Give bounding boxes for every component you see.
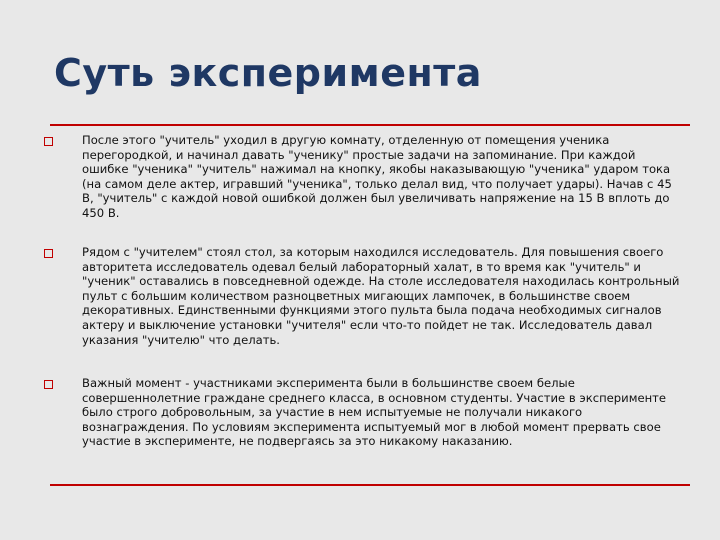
- bullet-text: Важный момент - участниками эксперимента были в большинстве своем белые совершеннолетние граждане среднего класса, в основном студенты. Участие в эксперименте было строго добровольным, за участие в нем испытуемые не получали никакого вознаграждения. По условиям эксперимента испытуемый мог в любой момент прервать свое участие в эксперименте, не подвергаясь за это никакому наказанию.: [82, 376, 667, 449]
- slide-title: Суть эксперимента: [54, 51, 482, 95]
- bullet-text: Рядом с "учителем" стоял стол, за которым находился исследователь. Для повышения своего авторитета исследователь одевал белый лабораторный халат, в то время как "учитель" и "ученик" оставались в повседневной одежде. На столе исследователя находилась контрольный пульт с большим количеством разноцветных мигающих лампочек, в большинстве своем декоративных. Единственными функциями этого пульта была подача необходимых сигналов актеру и выключение установки "учителя" если что-то пойдет не так. Исследователь давал указания "учителю" что делать.: [82, 245, 680, 347]
- hollow-square-icon: [44, 380, 53, 389]
- footer-divider-line: [50, 484, 690, 486]
- hollow-square-icon: [44, 137, 53, 146]
- bullet-text: После этого "учитель" уходил в другую комнату, отделенную от помещения ученика перегородкой, и начинал давать "ученику" простые задачи на запоминание. При каждой ошибке "ученика" "учитель" нажимал на кнопку, якобы наказывающую "ученика" ударом тока (на самом деле актер, игравший "ученика", только делал вид, что получает удары). Начав с 45 В, "учитель" с каждой новой ошибкой должен был увеличивать напряжение на 15 В вплоть до 450 В.: [82, 133, 672, 220]
- hollow-square-icon: [44, 249, 53, 258]
